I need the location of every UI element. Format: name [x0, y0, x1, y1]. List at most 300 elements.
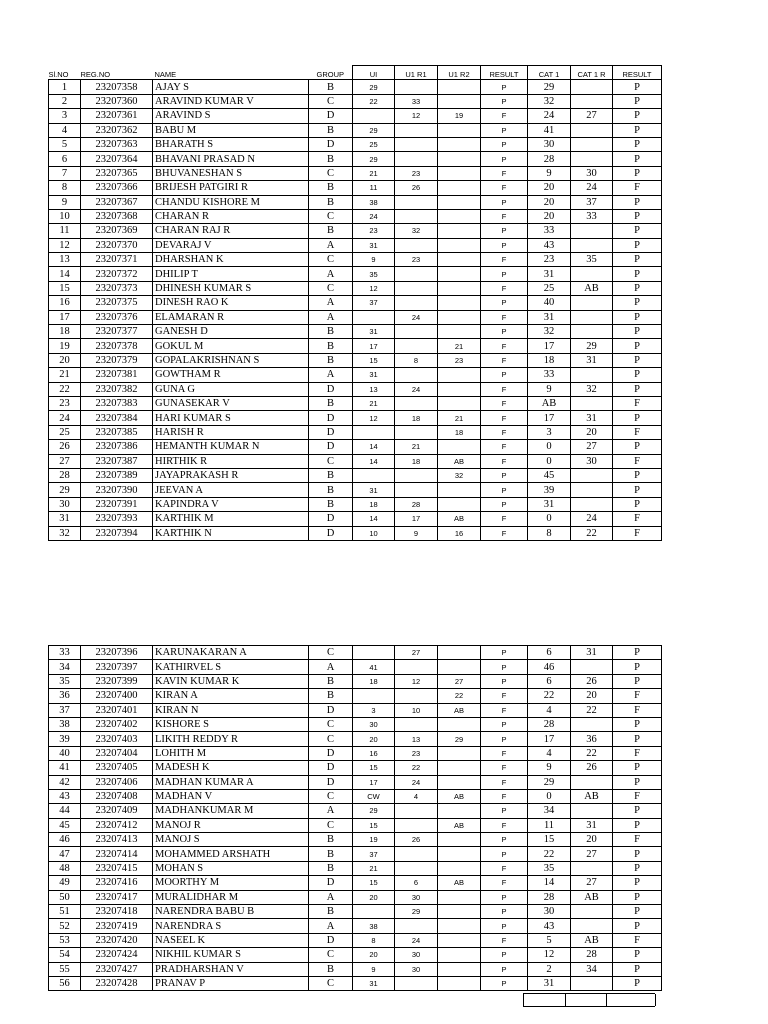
cell-sl-no: 51 [49, 905, 81, 919]
table-row [49, 948, 662, 962]
cell-ui: 8 [353, 933, 395, 947]
cell-ui: 31 [353, 483, 395, 497]
cell-name: KARTHIK M [153, 512, 309, 526]
cell-name: BHARATH S [153, 137, 309, 151]
cell-cat1r: AB [571, 890, 613, 904]
cell-reg-no: 23207387 [81, 454, 153, 468]
cell-u1r2 [438, 137, 481, 151]
cell-u1r2 [438, 209, 481, 223]
cell-cat1: 3 [528, 425, 571, 439]
cell-u1r1 [395, 976, 438, 990]
cell-group: A [309, 660, 353, 674]
cell-cat1: 4 [528, 703, 571, 717]
cell-name: BHUVANESHAN S [153, 166, 309, 180]
table-row [49, 209, 662, 223]
cell-ui: 13 [353, 382, 395, 396]
cell-cat1r [571, 717, 613, 731]
cell-cat1r: AB [571, 789, 613, 803]
cell-sl-no: 9 [49, 195, 81, 209]
cell-u1r1: 24 [395, 933, 438, 947]
header-name: NAME [154, 70, 177, 80]
cell-cat1: 35 [528, 861, 571, 875]
cell-result: F [481, 396, 528, 410]
cell-ui: 21 [353, 166, 395, 180]
cell-result: F [481, 339, 528, 353]
cell-ui: 14 [353, 512, 395, 526]
cell-name: NASEEL K [153, 933, 309, 947]
header-result-2: RESULT [613, 66, 662, 80]
cell-cat1: 39 [528, 483, 571, 497]
cell-u1r1: 6 [395, 876, 438, 890]
cell-result: F [481, 775, 528, 789]
cell-u1r1: 4 [395, 789, 438, 803]
table-row [49, 123, 662, 137]
trailing-empty-cells [523, 993, 655, 1007]
cell-cat1: AB [528, 396, 571, 410]
cell-cat1r: 30 [571, 166, 613, 180]
cell-cat1: 28 [528, 717, 571, 731]
cell-u1r1 [395, 717, 438, 731]
cell-sl-no: 16 [49, 296, 81, 310]
cell-ui [353, 646, 395, 660]
table-row [49, 861, 662, 875]
cell-u1r2 [438, 281, 481, 295]
cell-group: B [309, 339, 353, 353]
table-row [49, 483, 662, 497]
cell-name: PRANAV P [153, 976, 309, 990]
cell-reg-no: 23207404 [81, 746, 153, 760]
cell-ui: 21 [353, 861, 395, 875]
cell-result: P [481, 123, 528, 137]
cell-result: F [481, 181, 528, 195]
cell-cat1: 25 [528, 281, 571, 295]
cell-cat1: 17 [528, 732, 571, 746]
cell-u1r2 [438, 933, 481, 947]
cell-ui: 12 [353, 281, 395, 295]
cell-ui: 31 [353, 976, 395, 990]
cell-name: MANOJ S [153, 833, 309, 847]
table-row [49, 775, 662, 789]
cell-u1r2 [438, 833, 481, 847]
cell-result-2: P [613, 80, 662, 94]
cell-u1r2: 22 [438, 689, 481, 703]
cell-reg-no: 23207360 [81, 94, 153, 108]
cell-cat1: 33 [528, 368, 571, 382]
cell-result: F [481, 703, 528, 717]
cell-u1r2 [438, 646, 481, 660]
cell-result: P [481, 137, 528, 151]
results-table-2 [48, 645, 662, 991]
table-row [49, 411, 662, 425]
cell-result: F [481, 209, 528, 223]
cell-cat1r [571, 80, 613, 94]
cell-group: A [309, 267, 353, 281]
cell-u1r1: 24 [395, 775, 438, 789]
cell-result: P [481, 152, 528, 166]
cell-name: GOKUL M [153, 339, 309, 353]
cell-u1r1: 23 [395, 166, 438, 180]
cell-cat1r [571, 660, 613, 674]
cell-result: P [481, 238, 528, 252]
cell-u1r2 [438, 761, 481, 775]
cell-sl-no: 32 [49, 526, 81, 540]
cell-group: B [309, 152, 353, 166]
cell-u1r2 [438, 717, 481, 731]
cell-sl-no: 35 [49, 674, 81, 688]
table-1-body [49, 80, 662, 541]
cell-result-2: P [613, 861, 662, 875]
cell-ui: 11 [353, 181, 395, 195]
cell-group: B [309, 353, 353, 367]
cell-result: F [481, 281, 528, 295]
cell-name: NARENDRA S [153, 919, 309, 933]
table-row [49, 137, 662, 151]
cell-cat1: 41 [528, 123, 571, 137]
cell-cat1: 45 [528, 468, 571, 482]
cell-group: D [309, 440, 353, 454]
cell-result: P [481, 468, 528, 482]
cell-u1r1 [395, 483, 438, 497]
cell-result: P [481, 267, 528, 281]
cell-result: F [481, 425, 528, 439]
cell-sl-no: 54 [49, 948, 81, 962]
cell-group: C [309, 281, 353, 295]
cell-result-2: P [613, 382, 662, 396]
cell-group: B [309, 962, 353, 976]
table-row [49, 732, 662, 746]
cell-result-2: F [613, 396, 662, 410]
table-row [49, 296, 662, 310]
cell-cat1: 30 [528, 137, 571, 151]
cell-ui: 38 [353, 919, 395, 933]
cell-result-2: P [613, 353, 662, 367]
header-u1r2: U1 R2 [438, 66, 481, 80]
cell-cat1: 14 [528, 876, 571, 890]
cell-ui [353, 905, 395, 919]
cell-reg-no: 23207382 [81, 382, 153, 396]
cell-result-2: P [613, 123, 662, 137]
cell-result-2: P [613, 646, 662, 660]
cell-reg-no: 23207361 [81, 109, 153, 123]
table-row [49, 717, 662, 731]
cell-group: B [309, 847, 353, 861]
cell-reg-no: 23207417 [81, 890, 153, 904]
cell-sl-no: 36 [49, 689, 81, 703]
cell-u1r2 [438, 94, 481, 108]
cell-reg-no: 23207383 [81, 396, 153, 410]
cell-result: F [481, 382, 528, 396]
table-row [49, 847, 662, 861]
cell-group: A [309, 310, 353, 324]
cell-name: MURALIDHAR M [153, 890, 309, 904]
cell-name: ELAMARAN R [153, 310, 309, 324]
cell-result: P [481, 732, 528, 746]
cell-cat1r: 31 [571, 353, 613, 367]
cell-sl-no: 2 [49, 94, 81, 108]
cell-sl-no: 42 [49, 775, 81, 789]
table-row [49, 919, 662, 933]
cell-u1r2: AB [438, 454, 481, 468]
cell-reg-no: 23207413 [81, 833, 153, 847]
cell-cat1: 9 [528, 761, 571, 775]
cell-sl-no: 46 [49, 833, 81, 847]
cell-name: KARUNAKARAN A [153, 646, 309, 660]
cell-reg-no: 23207368 [81, 209, 153, 223]
table-row [49, 833, 662, 847]
cell-name: DHILIP T [153, 267, 309, 281]
cell-u1r2: 27 [438, 674, 481, 688]
cell-reg-no: 23207362 [81, 123, 153, 137]
cell-result: P [481, 195, 528, 209]
cell-u1r2 [438, 660, 481, 674]
cell-ui: 17 [353, 339, 395, 353]
cell-result: F [481, 861, 528, 875]
cell-u1r1 [395, 339, 438, 353]
cell-ui: 31 [353, 325, 395, 339]
cell-ui: 30 [353, 717, 395, 731]
cell-group: A [309, 238, 353, 252]
cell-cat1: 6 [528, 646, 571, 660]
cell-ui: 3 [353, 703, 395, 717]
cell-cat1r: 20 [571, 833, 613, 847]
cell-name: HIRTHIK R [153, 454, 309, 468]
cell-result-2: P [613, 919, 662, 933]
cell-result: F [481, 818, 528, 832]
table-2-body [49, 646, 662, 991]
cell-group: A [309, 296, 353, 310]
cell-name: KISHORE S [153, 717, 309, 731]
cell-result-2: F [613, 181, 662, 195]
cell-cat1r: 32 [571, 382, 613, 396]
cell-ui: 37 [353, 296, 395, 310]
cell-sl-no: 38 [49, 717, 81, 731]
table-row [49, 976, 662, 990]
cell-result: P [481, 976, 528, 990]
cell-name: HARI KUMAR S [153, 411, 309, 425]
cell-reg-no: 23207366 [81, 181, 153, 195]
table-row [49, 267, 662, 281]
table-row [49, 94, 662, 108]
cell-name: BABU M [153, 123, 309, 137]
cell-u1r1: 32 [395, 224, 438, 238]
cell-sl-no: 31 [49, 512, 81, 526]
table-row [49, 339, 662, 353]
cell-u1r1: 24 [395, 382, 438, 396]
cell-sl-no: 22 [49, 382, 81, 396]
cell-cat1: 9 [528, 166, 571, 180]
cell-ui: 25 [353, 137, 395, 151]
cell-u1r2 [438, 382, 481, 396]
cell-name: KAVIN KUMAR K [153, 674, 309, 688]
cell-ui: 29 [353, 123, 395, 137]
cell-u1r2: AB [438, 512, 481, 526]
cell-group: D [309, 703, 353, 717]
table-row [49, 646, 662, 660]
cell-result-2: F [613, 526, 662, 540]
cell-reg-no: 23207379 [81, 353, 153, 367]
cell-sl-no: 23 [49, 396, 81, 410]
cell-group: D [309, 512, 353, 526]
cell-result: F [481, 876, 528, 890]
cell-result-2: F [613, 425, 662, 439]
cell-u1r1: 12 [395, 674, 438, 688]
cell-result-2: P [613, 732, 662, 746]
cell-sl-no: 41 [49, 761, 81, 775]
cell-cat1: 18 [528, 353, 571, 367]
cell-ui: 29 [353, 804, 395, 818]
cell-result: F [481, 166, 528, 180]
cell-ui: 20 [353, 948, 395, 962]
cell-u1r2 [438, 847, 481, 861]
cell-u1r1 [395, 919, 438, 933]
cell-u1r2 [438, 238, 481, 252]
table-row [49, 353, 662, 367]
table-row [49, 152, 662, 166]
cell-cat1r [571, 137, 613, 151]
cell-cat1r: 30 [571, 454, 613, 468]
cell-cat1r [571, 94, 613, 108]
cell-name: DEVARAJ V [153, 238, 309, 252]
cell-name: MADHAN KUMAR A [153, 775, 309, 789]
cell-reg-no: 23207358 [81, 80, 153, 94]
cell-result-2: P [613, 253, 662, 267]
cell-ui: 38 [353, 195, 395, 209]
cell-u1r1: 29 [395, 905, 438, 919]
cell-cat1r: 27 [571, 109, 613, 123]
cell-cat1r: AB [571, 281, 613, 295]
cell-result: F [481, 310, 528, 324]
cell-ui: 41 [353, 660, 395, 674]
cell-u1r1: 18 [395, 454, 438, 468]
cell-reg-no: 23207397 [81, 660, 153, 674]
cell-u1r1: 10 [395, 703, 438, 717]
cell-cat1r [571, 296, 613, 310]
cell-result-2: P [613, 440, 662, 454]
cell-result: P [481, 497, 528, 511]
cell-cat1: 32 [528, 325, 571, 339]
cell-result: F [481, 761, 528, 775]
cell-name: KARTHIK N [153, 526, 309, 540]
table-row [49, 674, 662, 688]
cell-result-2: P [613, 267, 662, 281]
cell-sl-no: 49 [49, 876, 81, 890]
cell-result: F [481, 746, 528, 760]
cell-u1r2: 23 [438, 353, 481, 367]
cell-cat1r [571, 224, 613, 238]
cell-u1r2 [438, 905, 481, 919]
cell-result-2: F [613, 454, 662, 468]
cell-reg-no: 23207403 [81, 732, 153, 746]
cell-group: B [309, 833, 353, 847]
cell-name: MOHAN S [153, 861, 309, 875]
cell-cat1r [571, 267, 613, 281]
cell-group: B [309, 905, 353, 919]
cell-ui: 31 [353, 238, 395, 252]
cell-result-2: P [613, 238, 662, 252]
table-row [49, 396, 662, 410]
cell-u1r1: 28 [395, 497, 438, 511]
cell-reg-no: 23207405 [81, 761, 153, 775]
cell-cat1r: 27 [571, 847, 613, 861]
cell-cat1: 31 [528, 267, 571, 281]
cell-reg-no: 23207370 [81, 238, 153, 252]
cell-reg-no: 23207424 [81, 948, 153, 962]
cell-cat1: 40 [528, 296, 571, 310]
cell-result-2: P [613, 497, 662, 511]
cell-ui: 20 [353, 890, 395, 904]
table-row [49, 512, 662, 526]
header-group: GROUP [316, 70, 344, 80]
cell-sl-no: 33 [49, 646, 81, 660]
cell-name: LOHITH M [153, 746, 309, 760]
cell-name: KIRAN A [153, 689, 309, 703]
cell-cat1: 0 [528, 440, 571, 454]
table-row [49, 804, 662, 818]
cell-sl-no: 29 [49, 483, 81, 497]
cell-cat1: 11 [528, 818, 571, 832]
cell-group: C [309, 253, 353, 267]
table-row [49, 368, 662, 382]
cell-cat1r: 22 [571, 526, 613, 540]
cell-group: C [309, 94, 353, 108]
cell-name: MOHAMMED ARSHATH [153, 847, 309, 861]
cell-u1r2 [438, 267, 481, 281]
cell-reg-no: 23207391 [81, 497, 153, 511]
cell-u1r1 [395, 209, 438, 223]
cell-cat1: 15 [528, 833, 571, 847]
table-row [49, 746, 662, 760]
cell-sl-no: 40 [49, 746, 81, 760]
table-row [49, 905, 662, 919]
cell-cat1: 8 [528, 526, 571, 540]
cell-sl-no: 8 [49, 181, 81, 195]
cell-group: C [309, 166, 353, 180]
cell-reg-no: 23207376 [81, 310, 153, 324]
cell-sl-no: 28 [49, 468, 81, 482]
cell-group: D [309, 425, 353, 439]
cell-sl-no: 47 [49, 847, 81, 861]
cell-u1r2: 19 [438, 109, 481, 123]
cell-u1r1 [395, 689, 438, 703]
cell-name: DHINESH KUMAR S [153, 281, 309, 295]
cell-u1r1 [395, 281, 438, 295]
cell-sl-no: 10 [49, 209, 81, 223]
cell-result-2: P [613, 368, 662, 382]
cell-cat1: 31 [528, 310, 571, 324]
cell-reg-no: 23207381 [81, 368, 153, 382]
cell-u1r2: 18 [438, 425, 481, 439]
table-row [49, 933, 662, 947]
cell-ui: 29 [353, 152, 395, 166]
cell-group: B [309, 674, 353, 688]
cell-reg-no: 23207367 [81, 195, 153, 209]
cell-cat1r: 36 [571, 732, 613, 746]
cell-u1r2 [438, 80, 481, 94]
cell-reg-no: 23207373 [81, 281, 153, 295]
cell-name: CHARAN R [153, 209, 309, 223]
cell-sl-no: 3 [49, 109, 81, 123]
cell-sl-no: 13 [49, 253, 81, 267]
cell-result: P [481, 368, 528, 382]
cell-reg-no: 23207427 [81, 962, 153, 976]
cell-reg-no: 23207399 [81, 674, 153, 688]
cell-reg-no: 23207406 [81, 775, 153, 789]
table-row [49, 80, 662, 94]
cell-cat1r [571, 310, 613, 324]
cell-cat1r: 28 [571, 948, 613, 962]
cell-u1r2 [438, 483, 481, 497]
cell-sl-no: 27 [49, 454, 81, 468]
